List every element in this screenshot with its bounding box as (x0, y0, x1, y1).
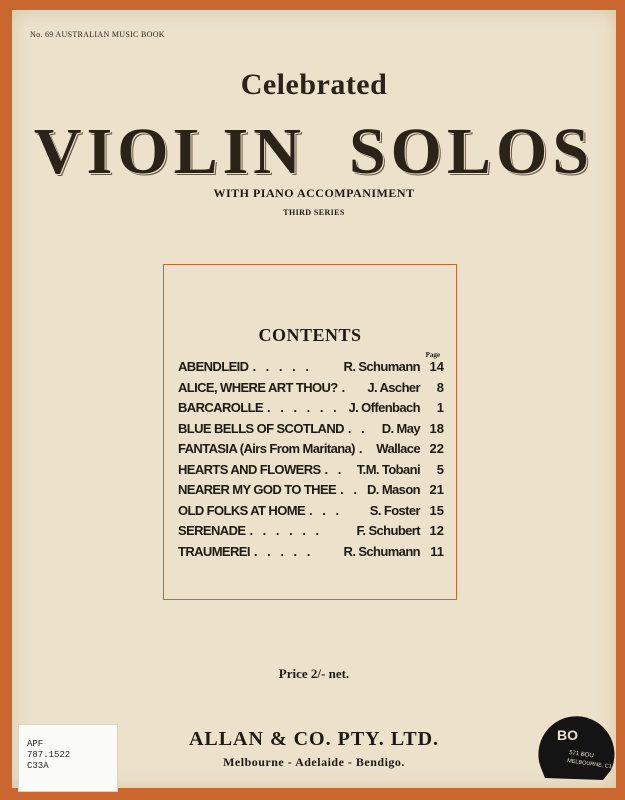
contents-item-composer: J. Offenbach (348, 400, 420, 415)
contents-item-leader: . . . (309, 502, 343, 518)
page-column-label: Page (425, 351, 440, 359)
contents-item (178, 400, 444, 421)
contents-item-leader: . . . . . (253, 543, 314, 559)
contents-item (178, 421, 444, 442)
price-label: Price 2/- net. (278, 666, 350, 681)
contents-item-composer: F. Schubert (356, 523, 420, 538)
library-call-number-label (18, 724, 118, 792)
contents-item-page: 18 (429, 420, 444, 436)
catalog-number: No. 69 AUSTRALIAN MUSIC BOOK (30, 30, 165, 39)
stamp-text-line2: MELBOURNE, C1 (566, 758, 613, 771)
contents-item (178, 503, 444, 524)
contents-item-title: NEARER MY GOD TO THEE (178, 482, 337, 497)
sheet-music-cover (12, 10, 616, 788)
contents-box (163, 264, 457, 600)
contents-item (178, 544, 444, 565)
contents-item (178, 462, 444, 483)
contents-item-page: 21 (429, 482, 444, 497)
contents-item-leader: . . . . . . (249, 523, 323, 538)
contents-item-composer: T.M. Tobani (356, 461, 420, 477)
contents-item-leader: . . . . . . (267, 400, 340, 415)
contents-item-title: OLD FOLKS AT HOME (178, 502, 306, 518)
contents-list (178, 359, 444, 564)
publisher-name: ALLAN & CO. PTY. LTD. (188, 728, 440, 750)
dealer-stamp (531, 698, 621, 788)
contents-item-composer: R. Schumann (343, 543, 420, 559)
subtitle-piano: WITH PIANO ACCOMPANIMENT (213, 186, 415, 200)
contents-item-page: 14 (429, 359, 444, 374)
contents-item (178, 482, 444, 503)
contents-item (178, 380, 444, 401)
contents-item-composer: Wallace (376, 441, 420, 456)
contents-item-composer: R. Schumann (343, 359, 420, 374)
contents-item-title: TRAUMEREI (178, 543, 250, 559)
contents-item-title: ALICE, WHERE ART THOU? (178, 379, 338, 395)
contents-item-title: FANTASIA (Airs From Maritana) (178, 441, 355, 456)
contents-item-composer: J. Ascher (367, 379, 420, 395)
contents-item-composer: S. Foster (369, 502, 420, 518)
contents-item-leader: . (341, 379, 349, 395)
contents-item-page: 12 (429, 523, 444, 538)
contents-item-title: HEARTS AND FLOWERS (178, 461, 321, 477)
stamp-text-line1: 571 BOU (568, 750, 595, 760)
contents-item-title: BARCAROLLE (178, 400, 263, 415)
call-line-1: APF (27, 739, 44, 749)
call-line-2: 787.1522 (27, 750, 71, 760)
contents-item-leader: . . (347, 420, 368, 436)
contents-item-leader: . . (340, 482, 360, 497)
contents-item-page: 11 (430, 543, 444, 559)
contents-heading: CONTENTS (258, 325, 362, 345)
contents-item-title: BLUE BELLS OF SCOTLAND (178, 420, 344, 436)
contents-item-leader: . . (324, 461, 345, 477)
title-celebrated: Celebrated (240, 68, 388, 101)
contents-item-title: SERENADE (178, 523, 246, 538)
contents-item (178, 359, 444, 380)
contents-item-leader: . (358, 441, 366, 456)
contents-item-page: 15 (429, 502, 444, 518)
contents-item-page: 8 (436, 379, 444, 395)
contents-item-page: 5 (436, 461, 444, 477)
title-violin-solos: VIOLIN SOLOS (33, 115, 595, 188)
series-label: THIRD SERIES (283, 208, 345, 217)
contents-item-composer: D. May (381, 420, 420, 436)
call-line-3: C33A (27, 761, 49, 771)
contents-item-title: ABENDLEID (178, 359, 249, 374)
contents-item (178, 523, 444, 544)
stamp-text-top: BO (557, 727, 578, 743)
contents-item (178, 441, 444, 462)
contents-item-composer: D. Mason (367, 482, 420, 497)
contents-item-page: 22 (429, 441, 444, 456)
publisher-cities: Melbourne - Adelaide - Bendigo. (223, 755, 405, 769)
contents-item-page: 1 (436, 400, 444, 415)
contents-item-leader: . . . . . (252, 359, 312, 374)
